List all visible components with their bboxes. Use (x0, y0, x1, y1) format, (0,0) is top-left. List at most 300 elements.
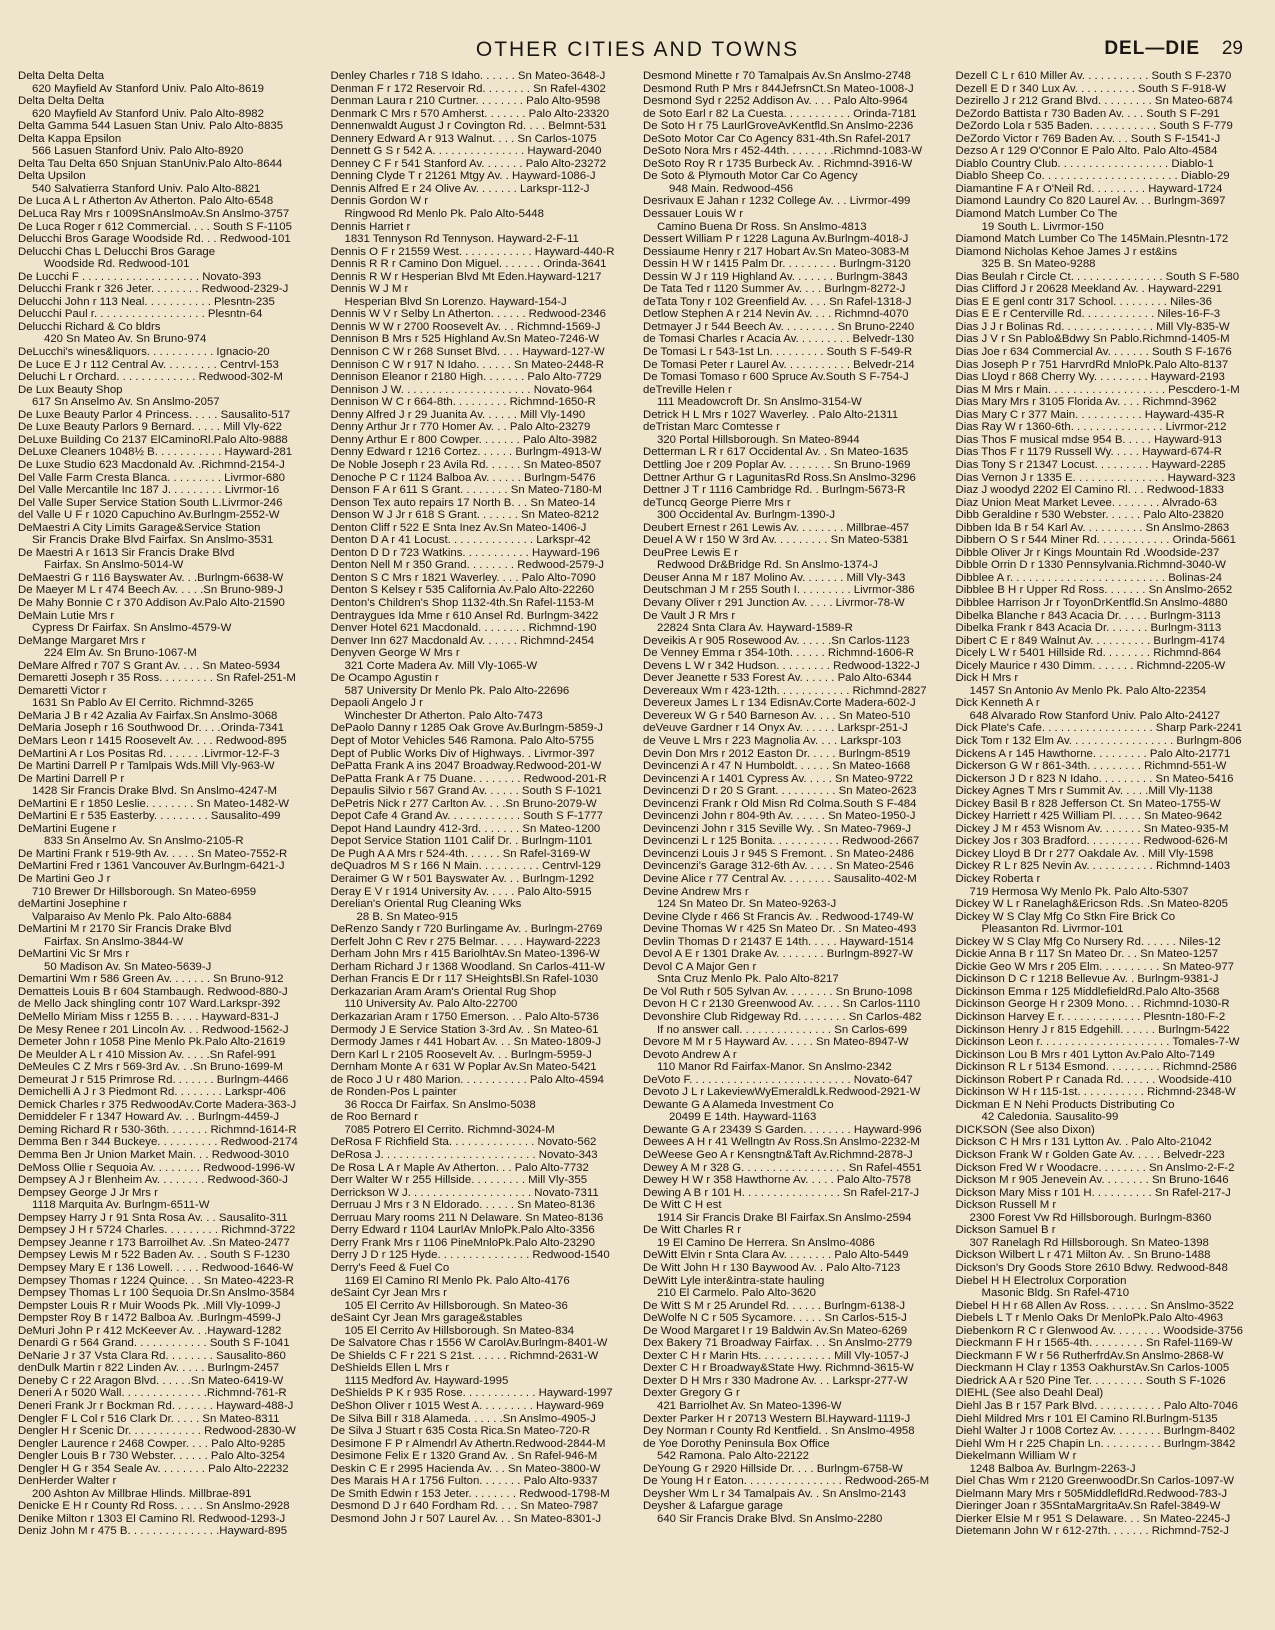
listing-entry: Dieckmann F W r 56 RutherfrdAv.Sn Anslmo-2868-W (955, 1349, 1224, 1362)
listing-entry: Deming Richard R r 530-36th. . . . . . . Richmnd-1614-R (18, 1123, 297, 1136)
listing-entry: Dexter C H r Marin Hts. . . . . . . . . . . . Mill Vly-1057-J (643, 1349, 909, 1362)
listing-entry: DeMartini A r Los Positas Rd. . . . . . .Livrmor-12-F-3 (18, 747, 280, 760)
listing-entry: DeZordo Lola r 535 Baden. . . . . . . . . . . South S F-779 (955, 120, 1233, 133)
listing-entry: Dexter D H Mrs r 330 Madrone Av. . . Larkspr-277-W (643, 1374, 908, 1387)
listing-entry: Dempsey George J Jr Mrs r (18, 1186, 158, 1199)
listing-entry: Devin Don Mrs r 2012 Easton Dr. . . . . Burlngm-8519 (643, 747, 911, 760)
page-header (0, 30, 1275, 72)
listing-entry: DeShields Ellen L Mrs r (330, 1362, 450, 1375)
listing-entry: Diamantine F A r O'Neil Rd. . . . . . . . . Hayward-1724 (955, 182, 1223, 195)
listing-entry: Dennett G S r 542 A. . . . . . . . . . . . . . . Hayward-2040 (330, 145, 602, 158)
listing-entry: Denicke E H r County Rd Ross. . . . . Sn Anslmo-2928 (18, 1500, 290, 1513)
column-4 (956, 70, 1259, 1625)
listing-entry: Dickson Mary Miss r 101 H. . . . . . . . . . Sn Rafel-217-J (955, 1186, 1231, 1199)
listing-entry: Denson F A r 611 S Grant. . . . . . . . Sn Mateo-7180-M (330, 484, 602, 497)
listing-entry: 1169 El Camino Rl Menlo Pk. Palo Alto-4176 (344, 1274, 570, 1287)
listing-entry: 321 Corte Madera Av. Mill Vly-1065-W (344, 659, 538, 672)
listing-entry: 110 University Av. Palo Alto-22700 (344, 998, 518, 1011)
listing-entry: Diebenkorn R C r Glenwood Av. . . . . . . . Woodside-3756 (955, 1324, 1243, 1337)
listing-entry: Devonshire Club Ridgeway Rd. . . . . . . . Sn Carlos-482 (643, 1011, 922, 1024)
listing-entry: Dickerson J D r 823 N Idaho. . . . . . . . . Sn Mateo-5416 (955, 772, 1234, 785)
listing-entry: 421 Barriolhet Av. Sn Mateo-1396-W (657, 1399, 842, 1412)
listing-entry: Deray E V r 1914 University Av. . . . . Palo Alto-5915 (330, 885, 592, 898)
listing-entry: Dezirello J r 212 Grand Blvd. . . . . . . . . Sn Mateo-6874 (955, 95, 1233, 108)
listing-entry: Dennis Alfred E r 24 Olive Av. . . . . . . Larkspr-112-J (330, 182, 590, 195)
listing-entry: DeMare Alfred r 707 S Grant Av. . . . Sn Mateo-5934 (18, 659, 281, 672)
listing-entry: Derham Richard J r 1368 Woodland. Sn Carlos-411-W (330, 960, 605, 973)
listing-entry: Dettling Joe r 209 Poplar Av. . . . . . . . Sn Bruno-1969 (643, 458, 911, 471)
listing-entry: 1118 Marquita Av. Burlngm-6511-W (32, 1199, 210, 1212)
listing-entry: Derelian's Oriental Rug Cleaning Wks (330, 898, 522, 911)
listing-entry: Dever Jeanette r 533 Forest Av. . . . . . Palo Alto-6344 (643, 672, 912, 685)
listing-entry: Dickinson Henry J r 815 Edgehill. . . . . . Burlngm-5422 (955, 1023, 1230, 1036)
listing-entry: DeMuri John P r 412 McKeever Av. . .Hayward-1282 (18, 1324, 282, 1337)
listing-entry: deMartini Josephine r (18, 898, 127, 911)
listing-entry: De Salvatore Chas r 1556 W CarolAv.Burlngm-8401-W (330, 1337, 608, 1350)
listing-entry: Deysher & Lafargue garage (643, 1500, 783, 1513)
listing-entry: 42 Caledonia. Sausalito-99 (981, 1111, 1119, 1124)
listing-entry: Dick Plate's Cafe. . . . . . . . . . . . . . . . . . Sharp Park-2241 (955, 722, 1242, 735)
listing-entry: Dengler F L Col r 516 Clark Dr. . . . . Sn Mateo-8311 (18, 1412, 280, 1425)
listing-entry: De Silva Bill r 318 Alameda. . . . . .Sn Anslmo-4905-J (330, 1412, 596, 1425)
listing-entry: denDulk Martin r 822 Linden Av. . . . . Burlngm-2457 (18, 1362, 280, 1375)
listing-entry: Dias M Mrs r Main. . . . . . . . . . . . . . . . . . . Pescdero-1-M (955, 383, 1240, 396)
listing-entry: 719 Hermosa Wy Menlo Pk. Palo Alto-5307 (969, 885, 1189, 898)
listing-entry: Dibelka Blanche r 843 Acacia Dr. . . . . Burlngm-3113 (955, 609, 1221, 622)
listing-entry: Detterman L R r 617 Occidental Av. . Sn Mateo-1635 (643, 446, 909, 459)
listing-entry: Detmayer J r 544 Beech Av. . . . . . . . . Sn Bruno-2240 (643, 320, 915, 333)
listing-entry: Dickinson D C r 1218 Bellevue Av. . Burlngm-9381-J (955, 973, 1219, 986)
listing-entry: Derruau Mary rooms 211 N Delaware. Sn Mateo-8136 (330, 1211, 604, 1224)
listing-entry: De Soto H r 75 LaurlGroveAvKentfld.Sn Anslmo-2236 (643, 120, 914, 133)
listing-entry: Dickinson Leon r. . . . . . . . . . . . . . . . . . . . . Tomales-7-W (955, 1036, 1240, 1049)
listing-entry: Devine Clyde r 466 St Francis Av. . Redwood-1749-W (643, 910, 914, 923)
listing-entry: Snta Cruz Menlo Pk. Palo Alto-8217 (657, 973, 839, 986)
listing-entry: Dickson M r 905 Jenevein Av. . . . . . . . Sn Bruno-1646 (955, 1174, 1229, 1187)
listing-entry: DeMartini Vic Sr Mrs r (18, 948, 130, 961)
listing-entry: 587 University Dr Menlo Pk. Palo Alto-22696 (344, 684, 570, 697)
listing-entry: De Smith Edwin r 153 Jeter. . . . . . . . Redwood-1798-M (330, 1487, 610, 1500)
listing-entry: De Venney Emma r 354-10th. . . . . . Richmnd-1606-R (643, 647, 914, 660)
listing-entry: Valparaiso Av Menlo Pk. Palo Alto-6884 (32, 910, 232, 923)
listing-entry: Denny Edward r 1216 Cortez. . . . . . Burlngm-4913-W (330, 446, 602, 459)
listing-entry: Masonic Bldg. Sn Rafel-4710 (981, 1287, 1130, 1300)
listing-entry: Dewante G A Alameda Investment Co (643, 1098, 834, 1111)
listing-entry: Dickson Samuel B r (955, 1224, 1056, 1237)
listing-entry: Dempster Louis R r Muir Woods Pk. .Mill Vly-1099-J (18, 1299, 281, 1312)
listing-entry: DeMello Miriam Miss r 1255 B. . . . . Hayward-831-J (18, 1011, 279, 1024)
listing-entry: Camino Buena Dr Ross. Sn Anslmo-4813 (657, 220, 867, 233)
listing-entry: Dias E E genl contr 317 School. . . . . . . . . Niles-36 (955, 295, 1212, 308)
listing-entry: Dias Thos F r 1179 Russell Wy. . . . . Hayward-674-R (955, 446, 1222, 459)
listing-entry: deQuadros M S r 166 N Main. . . . . . . . . . Centrvl-129 (330, 860, 601, 873)
listing-entry: Denardi G r 564 Grand. . . . . . . . . . . . South S F-1041 (18, 1337, 290, 1350)
listing-entry: Dempsey Lewis M r 522 Baden Av. . . South S F-1230 (18, 1249, 290, 1262)
listing-entry: 540 Salvatierra Stanford Univ. Palo Alto-8821 (32, 182, 261, 195)
listing-entry: De Silva J Stuart r 635 Costa Rica.Sn Mateo-720-R (330, 1425, 591, 1438)
listing-entry: Dickey Basil B r 828 Jefferson Ct. Sn Mateo-1755-W (955, 797, 1221, 810)
listing-entry: De Pugh A A Mrs r 524-4th. . . . . . Sn Rafel-3169-W (330, 847, 591, 860)
listing-entry: Dibert C E r 849 Walnut Av. . . . . . . . . . Burlngm-4174 (955, 634, 1225, 647)
listing-entry: Dennison W C r 664-8th. . . . . . . . . Richmnd-1650-R (330, 396, 596, 409)
listing-entry: Dickey Agnes T Mrs r Summit Av. . . . .Mill Vly-1138 (955, 785, 1213, 798)
listing-entry: DePatta Frank A ins 2047 Broadway.Redwood-201-W (330, 760, 602, 773)
listing-entry: De Vault J R Mrs r (643, 609, 736, 622)
listing-entry: De Maeyer M L r 474 Beech Av. . . . .Sn Bruno-989-J (18, 584, 284, 597)
listing-entry: Dexter Gregory G r (643, 1387, 740, 1400)
listing-entry: Diehl Wm H r 225 Chapin Ln. . . . . . . . . . Burlngm-3842 (955, 1437, 1236, 1450)
listing-entry: DeMeules C Z Mrs r 569-3rd Av. . .Sn Bruno-1699-M (18, 1061, 283, 1074)
listing-entry: Redwood Dr&Bridge Rd. Sn Anslmo-1374-J (657, 559, 878, 572)
listing-entry: Dept of Motor Vehicles 546 Ramona. Palo Alto-5755 (330, 734, 594, 747)
listing-entry: Derruau J Mrs r 3 N Eldorado. . . . . . Sn Mateo-8136 (330, 1199, 596, 1212)
listing-entry: DeRosa J. . . . . . . . . . . . . . . . . . . . . . . . . Novato-343 (330, 1149, 598, 1162)
listing-entry: Denning Clyde T r 21261 Mtgy Av. . Hayward-1086-J (330, 170, 596, 183)
listing-entry: De Lux Beauty Shop (18, 383, 123, 396)
listing-entry: Denton's Children's Shop 1132-4th.Sn Rafel-1153-M (330, 596, 595, 609)
listing-entry: Dicely L W r 5401 Hillside Rd. . . . . . . . Richmnd-864 (955, 647, 1221, 660)
listing-entry: de Mello Jack shingling contr 107 Ward.Larkspr-392 (18, 998, 281, 1011)
listing-entry: Denton Nell M r 350 Grand. . . . . . . . Redwood-2579-J (330, 559, 605, 572)
listing-entry: DIEHL (See also Deahl Deal) (955, 1387, 1104, 1400)
listing-entry: Devany Oliver r 291 Junction Av. . . . . Livrmor-78-W (643, 596, 905, 609)
listing-entry: Denney C F r 541 Stanford Av. . . . . . . Palo Alto-23272 (330, 157, 607, 170)
listing-entry: Dengler Laurence r 2468 Cowper. . . . Palo Alto-9285 (18, 1437, 286, 1450)
listing-entry: Sir Francis Drake Blvd Fairfax. Sn Anslmo-3531 (32, 534, 274, 547)
listing-entry: 948 Main. Redwood-456 (669, 182, 794, 195)
listing-entry: Diebel H H r 68 Allen Av Ross. . . . . . . Sn Anslmo-3522 (955, 1299, 1234, 1312)
listing-entry: Demeter John r 1058 Pine Menlo Pk.Palo Alto-21619 (18, 1036, 286, 1049)
listing-entry: Dickson Wilbert L r 471 Milton Av. . Sn Bruno-1488 (955, 1249, 1211, 1262)
listing-entry: DeRosa F Richfield Sta. . . . . . . . . . . . . . Novato-562 (330, 1136, 597, 1149)
listing-entry: Dewey H W r 358 Hawthorne Av. . . . . Palo Alto-7578 (643, 1174, 912, 1187)
listing-entry: Devincenzi D r 20 S Grant. . . . . . . . . . Sn Mateo-2623 (643, 785, 917, 798)
listing-entry: DeMaria J B r 42 Azalia Av Fairfax.Sn Anslmo-3068 (18, 709, 278, 722)
listing-entry: Dern Karl L r 2105 Roosevelt Av. . . Burlngm-5959-J (330, 1048, 592, 1061)
listing-entry: DeYoung G r 2920 Hillside Dr. . . . Burlngm-6758-W (643, 1462, 903, 1475)
listing-entry: Denson W J Jr r 618 S Grant. . . . . . . Sn Mateo-8212 (330, 509, 599, 522)
listing-entry: Dieckmann H Clay r 1353 OakhurstAv.Sn Carlos-1005 (955, 1362, 1230, 1375)
listing-entry: de Veuve L Mrs r 223 Magnolia Av. . . . Larkspr-103 (643, 734, 902, 747)
listing-entry: Dibble Oliver Jr r Kings Mountain Rd .Woodside-237 (955, 546, 1220, 559)
column-3 (643, 70, 946, 1625)
listing-entry: Dessin H W r 1415 Palm Dr. . . . . . . . . Burlngm-3120 (643, 258, 911, 271)
listing-entry: De Martini Darrell P r Tamlpais Wds.Mill Vly-963-W (18, 760, 275, 773)
listing-entry: DeMars Leon r 1415 Roosevelt Av. . . . Redwood-895 (18, 734, 287, 747)
listing-entry: DeMaestri A City Limits Garage&Service Station (18, 521, 261, 534)
listing-entry: Diamond Match Lumber Co The (955, 208, 1118, 221)
listing-entry: DeWolfe N C r 505 Sycamore. . . . . Sn Carlos-515-J (643, 1312, 907, 1325)
listing-entry: 105 El Cerrito Av Hillsborough. Sn Mateo-36 (344, 1299, 568, 1312)
listing-entry: Deneby C r 22 Aragon Blvd. . . . . .Sn Mateo-6419-W (18, 1374, 284, 1387)
listing-entry: Derfelt John C Rev r 275 Belmar. . . . . Hayward-2223 (330, 935, 601, 948)
listing-entry: Del Valle Mercantile Inc 187 J. . . . . . . . . Livrmor-16 (18, 484, 280, 497)
listing-entry: Dibelka Frank r 843 Acacia Dr. . . . . . . Burlngm-3113 (955, 622, 1222, 635)
listing-entry: DePetris Nick r 277 Carlton Av. . . .Sn Bruno-2079-W (330, 797, 597, 810)
listing-entry: deSaint Cyr Jean Mrs garage&stables (330, 1312, 523, 1325)
listing-entry: Derry J D r 125 Hyde. . . . . . . . . . . . . . . Redwood-1540 (330, 1249, 610, 1262)
listing-entry: Dickey Harriett r 425 William Pl. . . . . Sn Mateo-9642 (955, 810, 1223, 823)
listing-entry: 1428 Sir Francis Drake Blvd. Sn Anslmo-4247-M (32, 785, 277, 798)
listing-entry: Denton S C Mrs r 1821 Waverley. . . . Palo Alto-7090 (330, 571, 596, 584)
column-1 (18, 70, 321, 1625)
listing-entry: DeSoto Motor Car Co Agency 831-4th.Sn Rafel-2017 (643, 132, 911, 145)
listing-entry: 620 Mayfield Av Stanford Univ. Palo Alto-8619 (32, 82, 264, 95)
listing-entry: Deluchi L r Orchard. . . . . . . . . . . . . Redwood-302-M (18, 371, 283, 384)
listing-entry: Dickey Lloyd B Dr r 277 Oakdale Av. . Mill Vly-1598 (955, 847, 1214, 860)
listing-entry: Pleasanton Rd. Livrmor-101 (981, 923, 1124, 936)
listing-entry: De Ocampo Agustin r (330, 672, 439, 685)
listing-entry: Devoto J L r LakeviewWyEmeraldLk.Redwood-2921-W (643, 1086, 921, 1099)
listing-entry: Cypress Dr Fairfax. Sn Anslmo-4579-W (32, 622, 232, 635)
listing-entry: Delta Tau Delta 650 Snjuan StanUniv.Palo Alto-8644 (18, 157, 283, 170)
listing-entry: Delta Upsilon (18, 170, 86, 183)
listing-entry: deSaint Cyr Jean Mrs r (330, 1287, 447, 1300)
listing-entry: 640 Sir Francis Drake Blvd. Sn Anslmo-2280 (657, 1512, 883, 1525)
listing-entry: Denny Arthur E r 800 Cowper. . . . . . . Palo Alto-3982 (330, 433, 598, 446)
listing-entry: De Martini Frank r 519-9th Av. . . . . Sn Mateo-7552-R (18, 847, 288, 860)
listing-entry: 1914 Sir Francis Drake Bl Fairfax.Sn Anslmo-2594 (657, 1211, 912, 1224)
listing-entry: De Maestri A r 1613 Sir Francis Drake Blvd (18, 546, 235, 559)
listing-entry: Diaz J woodyd 2202 El Camino Rl. . . Redwood-1833 (955, 484, 1224, 497)
listing-entry: DeLuxe Cleaners 1048½ B. . . . . . . . . . . Hayward-281 (18, 446, 293, 459)
listing-entry: Depaoli Angelo J r (330, 697, 423, 710)
listing-entry: Dibbern O S r 544 Miner Rd. . . . . . . . . . . . Orinda-5661 (955, 534, 1236, 547)
listing-entry: Desrivaux E Jahan r 1232 College Av. . . Livrmor-499 (643, 195, 911, 208)
listing-entry: Dennison C W r 917 N Idaho. . . . . . Sn Mateo-2448-R (330, 358, 605, 371)
listing-entry: Dias E E r Centerville Rd. . . . . . . . . . . . Niles-16-F-3 (955, 308, 1221, 321)
listing-entry: 111 Meadowcroft Dr. Sn Anslmo-3154-W (657, 396, 862, 409)
listing-entry: Dickey W S Clay Mfg Co Nursery Rd. . . . . . Niles-12 (955, 935, 1221, 948)
listing-entry: De Meulder A L r 410 Mission Av. . . . .Sn Rafel-991 (18, 1048, 277, 1061)
listing-entry: Dias J J r Bolinas Rd. . . . . . . . . . . . . . . Mill Vly-835-W (955, 320, 1230, 333)
listing-entry: DeMartini Fred r 1361 Vancouver Av.Burlngm-6421-J (18, 860, 285, 873)
listing-entry: DeWitt Elvin r Snta Clara Av. . . . . . . . Palo Alto-5449 (643, 1249, 909, 1262)
listing-entry: Fairfax. Sn Anslmo-5014-W (44, 559, 184, 572)
listing-entry: Dennenwaldt August J r Covington Rd. . . . Belmnt-531 (330, 120, 607, 133)
listing-entry: Dey Norman r County Rd Kentfield. . Sn Anslmo-4958 (643, 1425, 915, 1438)
listing-entry: Delucchi Chas L Delucchi Bros Garage (18, 245, 216, 258)
listing-entry: Dempster Roy B r 1472 Balboa Av. .Burlngm-4599-J (18, 1312, 281, 1325)
listing-entry: DeSoto Nora Mrs r 452-44th. . . . . . . .Richmnd-1083-W (643, 145, 923, 158)
listing-entry: Delta Kappa Epsilon (18, 132, 122, 145)
listing-entry: Devine Andrew Mrs r (643, 885, 749, 898)
listing-entry: De Luce E J r 112 Central Av. . . . . . . . . Centrvl-153 (18, 358, 279, 371)
listing-entry: 28 B. Sn Mateo-915 (356, 910, 458, 923)
listing-entry: Dickey W S Clay Mfg Co Stkn Fire Brick Co (955, 910, 1176, 923)
listing-entry: Des Marais H A r 1756 Fulton. . . . . . . Palo Alto-9337 (330, 1475, 598, 1488)
listing-entry: De Mahy Bonnie C r 370 Addison Av.Palo Alto-21590 (18, 596, 285, 609)
listing-entry: de Ronden-Pos L painter (330, 1086, 457, 1099)
listing-entry: Winchester Dr Atherton. Palo Alto-7473 (344, 709, 543, 722)
listing-entry: Dias Vernon J r 1335 E. . . . . . . . . . . . . . . Hayward-323 (955, 471, 1236, 484)
listing-entry: Dezso A r 129 O'Connor E Palo Alto. Palo Alto-4584 (955, 145, 1218, 158)
listing-entry: Depot Service Station 1101 Calif Dr. . Burlngm-1101 (330, 835, 593, 848)
listing-entry: De Tomasi Tomaso r 600 Spruce Av.South S F-754-J (643, 371, 909, 384)
listing-entry: Dickens A r 145 Hawthorne. . . . . . . . . Palo Alto-21771 (955, 747, 1231, 760)
listing-entry: Delucchi Richard & Co bldrs (18, 320, 161, 333)
listing-entry: Dennis O F r 21559 West. . . . . . . . . . . . Hayward-440-R (330, 245, 615, 258)
listing-entry: Diablo Sheep Co. . . . . . . . . . . . . . . . . . . . . . Diablo-29 (955, 170, 1230, 183)
listing-entry: Denmark C Mrs r 570 Amherst. . . . . . . Palo Alto-23320 (330, 107, 610, 120)
listing-entry: DeWeese Geo A r Kensngtn&Taft Av.Richmnd-2878-J (643, 1149, 913, 1162)
listing-entry: Diehl Jas B r 157 Park Blvd. . . . . . . . . . . Palo Alto-7046 (955, 1399, 1238, 1412)
listing-entry: Dengler Louis B r 730 Webster. . . . . . Palo Alto-3254 (18, 1450, 285, 1463)
listing-entry: DeuPree Lewis E r (643, 546, 738, 559)
listing-entry: Dessiaume Henry r 217 Hobart Av.Sn Mateo-3083-M (643, 245, 910, 258)
listing-entry: Denver Hotel 621 Macdonald. . . . . . . . Richmnd-190 (330, 622, 597, 635)
listing-entry: DeShields P K r 935 Rose. . . . . . . . . . . . Hayward-1997 (330, 1387, 613, 1400)
listing-entry: Dempsey Thomas r 1224 Quince. . . Sn Mateo-4223-R (18, 1274, 294, 1287)
listing-entry: Dietemann John W r 612-27th. . . . . . . Richmnd-752-J (955, 1525, 1229, 1538)
listing-entry: De Luca A L r Atherton Av Atherton. Palo Alto-6548 (18, 195, 274, 208)
listing-entry: Dielmann Mary Mrs r 505MiddlefldRd.Redwood-783-J (955, 1487, 1228, 1500)
listing-entry: 50 Madison Av. Sn Mateo-5639-J (44, 960, 212, 973)
listing-entry: Delta Delta Delta (18, 95, 105, 108)
listing-entry: De Witt Charles R r (643, 1224, 742, 1237)
listing-entry: Devol A E r 1301 Drake Av. . . . . . . . Burlngm-8927-W (643, 948, 913, 961)
listing-entry: 124 Sn Mateo Dr. Sn Mateo-9263-J (657, 898, 837, 911)
listing-entry: Dick Tom r 132 Elm Av. . . . . . . . . . . . . . . . . Burlngm-806 (955, 734, 1242, 747)
listing-entry: Denny Alfred J r 29 Juanita Av. . . . . . Mill Vly-1490 (330, 408, 586, 421)
listing-entry: DenHerder Walter r (18, 1475, 117, 1488)
listing-entry: de Tomasi Charles r Acacia Av. . . . . . . . . Belvedr-130 (643, 333, 914, 346)
listing-entry: 320 Portal Hillsborough. Sn Mateo-8944 (657, 433, 860, 446)
listing-entry: Del Valle Super Service Station South L.Livrmor-246 (18, 496, 283, 509)
listing-entry: Derrickson W J. . . . . . . . . . . . . . . . . . . . Novato-7311 (330, 1186, 599, 1199)
listing-entry: Devereux W G r 540 Barneson Av. . . . Sn Mateo-510 (643, 709, 911, 722)
listing-entry: Denley Charles r 718 S Idaho. . . . . . Sn Mateo-3648-J (330, 70, 606, 82)
listing-entry: Dick Kenneth A r (955, 697, 1040, 710)
listing-entry: 710 Brewer Dr Hillsborough. Sn Mateo-6959 (32, 885, 257, 898)
listing-entry: Dennis R W r Hesperian Blvd Mt Eden.Hayward-1217 (330, 270, 602, 283)
listing-entry: DeWitt Lyle inter&intra-state hauling (643, 1274, 825, 1287)
listing-entry: deTata Tony r 102 Greenfield Av. . . . Sn Rafel-1318-J (643, 295, 912, 308)
listing-entry: 110 Manor Rd Fairfax-Manor. Sn Anslmo-2342 (657, 1061, 892, 1074)
listing-entry: Dennis W V r Selby Ln Atherton. . . . . . Redwood-2346 (330, 308, 606, 321)
listing-entry: DeMaestri G r 116 Bayswater Av. . .Burlngm-6638-W (18, 571, 284, 584)
listing-entry: Dickinson Harvey E r. . . . . . . . . . . . . Plesntn-180-F-2 (955, 1011, 1226, 1024)
listing-entry: Devoto Andrew A r (643, 1048, 737, 1061)
listing-entry: Dias Ray W r 1360-6th. . . . . . . . . . . . . . . Livrmor-212 (955, 421, 1227, 434)
listing-entry: Dibblee A r. . . . . . . . . . . . . . . . . . . . . . . . . Bolinas-24 (955, 571, 1223, 584)
listing-entry: 307 Ranelagh Rd Hillsborough. Sn Mateo-1398 (969, 1236, 1209, 1249)
listing-entry: Devereux James L r 134 EdisnAv.Corte Madera-602-J (643, 697, 916, 710)
listing-entry: Dex Bakery 71 Broadway Fairfax. . . Sn Anslmo-2779 (643, 1337, 913, 1350)
listing-entry: Devincenzi's Garage 312-6th Av. . . . . Sn Mateo-2546 (643, 860, 914, 873)
listing-entry: Devereaux Wm r 423-12th. . . . . . . . . . . . Richmnd-2827 (643, 684, 927, 697)
listing-entry: Dickinson Emma r 125 MiddlefieldRd.Palo Alto-3568 (955, 985, 1220, 998)
listing-entry: Devincenzi John r 315 Seville Wy. . Sn Mateo-7969-J (643, 822, 912, 835)
listing-entry: Diamond Match Lumber Co The 145Main.Plesntn-172 (955, 233, 1229, 246)
listing-entry: 20499 E 14th. Hayward-1163 (669, 1111, 817, 1124)
listing-entry: Demma Ben r 344 Buckeye. . . . . . . . . . Redwood-2174 (18, 1136, 298, 1149)
listing-entry: DeZordo Battista r 730 Baden Av. . . . South S F-291 (955, 107, 1220, 120)
listing-entry: Denman Laura r 210 Curtner. . . . . . . . Palo Alto-9598 (330, 95, 601, 108)
listing-entry: Deutschman J M r 255 South I. . . . . . . . . Livrmor-386 (643, 584, 915, 597)
listing-entry: Dibblee B H r Upper Rd Ross. . . . . . . Sn Anslmo-2652 (955, 584, 1233, 597)
listing-entry: Dempsey Thomas L r 100 Sequoia Dr.Sn Anslmo-3584 (18, 1287, 295, 1300)
listing-entry: Dewey A M r 328 G. . . . . . . . . . . . . . . . . Sn Rafel-4551 (643, 1161, 922, 1174)
listing-entry: Dennison B Mrs r 525 Highland Av.Sn Mateo-7246-W (330, 333, 600, 346)
listing-entry: Dennis W J M r (330, 283, 409, 296)
listing-entry: De Martini Darrell P r (18, 772, 125, 785)
listing-entry: de Yoe Dorothy Peninsula Box Office (643, 1437, 830, 1450)
listing-entry: Dettner J T r 1116 Cambridge Rd. . Burlngm-5673-R (643, 484, 906, 497)
listing-entry: 19 El Camino De Herrera. Sn Anslmo-4086 (657, 1236, 875, 1249)
listing-entry: Dias Beulah r Circle Ct. . . . . . . . . . . . . . . South S F-580 (955, 270, 1240, 283)
listing-entry: Devine Thomas W r 425 Sn Mateo Dr. . Sn Mateo-493 (643, 923, 917, 936)
listing-entry: Fairfax. Sn Anslmo-3844-W (44, 935, 184, 948)
listing-entry: DeSoto Roy R r 1735 Burbeck Av. . Richmnd-3916-W (643, 157, 913, 170)
listing-entry: Dias Mary C r 377 Main. . . . . . . . . . . Hayward-435-R (955, 408, 1225, 421)
listing-entry: De Rosa L A r Maple Av Atherton. . . Palo Alto-7732 (330, 1161, 589, 1174)
listing-entry: Dezell C L r 610 Miller Av. . . . . . . . . . . South S F-2370 (955, 70, 1232, 82)
listing-entry: Dibblee Harrison Jr r ToyonDrKentfld.Sn Anslmo-4880 (955, 596, 1228, 609)
listing-entry: DeMange Margaret Mrs r (18, 634, 146, 647)
listing-entry: Demiddeler F r 1347 Howard Av. . . Burlngm-4459-J (18, 1111, 280, 1124)
listing-entry: 36 Rocca Dr Fairfax. Sn Anslmo-5038 (344, 1098, 536, 1111)
listing-entry: De Tomasi L r 543-1st Ln. . . . . . . . . South S F-549-R (643, 346, 913, 359)
listing-entry: Derry Edward r 1104 LaurlAv MnloPk.Palo Alto-3356 (330, 1224, 595, 1237)
listing-entry: 19 South L. Livrmor-150 (981, 220, 1104, 233)
listing-entry: Diehl Walter J r 1008 Cortez Av. . . . . . . . Burlngm-8402 (955, 1425, 1236, 1438)
listing-entry: Desimone F P r Almendrl Av Athertn.Redwood-2844-M (330, 1437, 606, 1450)
listing-entry: Derhan Francis E Dr r 117 SHeightsBl.Sn Rafel-1030 (330, 973, 599, 986)
listing-entry: 1115 Medford Av. Hayward-1995 (344, 1374, 509, 1387)
listing-entry: Dewing A B r 101 H. . . . . . . . . . . . . . . . Sn Rafel-217-J (643, 1186, 920, 1199)
listing-entry: 200 Ashton Av Millbrae Hlinds. Millbrae-891 (32, 1487, 252, 1500)
listing-entry: Dickie Anna B r 117 Sn Mateo Dr. . . Sn Mateo-1257 (955, 948, 1219, 961)
listing-entry: De Witt S M r 25 Arundel Rd. . . . . . Burlngm-6138-J (643, 1299, 906, 1312)
listing-entry: 1631 Sn Pablo Av El Cerrito. Richmnd-3265 (32, 697, 254, 710)
listing-entry: Deneri A r 5020 Wall. . . . . . . . . . . . . .Richmnd-761-R (18, 1387, 287, 1400)
listing-entry: Dessin W J r 119 Highland Av. . . . . . . Burlngm-3843 (643, 270, 908, 283)
listing-entry: Denyven George W Mrs r (330, 647, 460, 660)
listing-entry: Denny Arthur Jr r 770 Homer Av. . . Palo Alto-23279 (330, 421, 591, 434)
listing-entry: De Shields C F r 221 S 21st. . . . . . Richmnd-2631-W (330, 1349, 599, 1362)
listing-entry: Dempsey J H r 5724 Charles. . . . . . . . . Richmnd-3722 (18, 1224, 296, 1237)
listing-entry: 833 Sn Anselmo Av. Sn Anslmo-2105-R (44, 835, 244, 848)
listing-entry: 210 El Carmelo. Palo Alto-3620 (657, 1287, 816, 1300)
listing-entry: De Witt C H est (643, 1199, 722, 1212)
listing-entry: DeMain Lutie Mrs r (18, 609, 115, 622)
listing-entry: Denike Milton r 1303 El Camino Rl. Redwood-1293-J (18, 1512, 286, 1525)
listing-entry: Dennis Harriet r (330, 220, 411, 233)
listing-entry: If no answer call. . . . . . . . . . . . . . . Sn Carlos-699 (657, 1023, 908, 1036)
listing-entry: Dezell E D r 340 Lux Av. . . . . . . . . . South S F-918-W (955, 82, 1227, 95)
listing-entry: Denton S Kelsey r 535 California Av.Palo Alto-22260 (330, 584, 595, 597)
listing-entry: DeNarie J r 37 Vsta Clara Rd. . . . . . . . Sausalito-860 (18, 1349, 286, 1362)
listing-entry: Dettner Arthur G r LagunitasRd Ross.Sn Anslmo-3296 (643, 471, 916, 484)
listing-entry: 420 Sn Mateo Av. Sn Bruno-974 (44, 333, 207, 346)
listing-entry: 22824 Snta Clara Av. Hayward-1589-R (657, 622, 853, 635)
listing-entry: Dennis Gordon W r (330, 195, 428, 208)
listing-entry: Dickson C H Mrs r 131 Lytton Av. . Palo Alto-21042 (955, 1136, 1212, 1149)
listing-entry: Dewees A H r 41 Wellngtn Av Ross.Sn Anslmo-2232-M (643, 1136, 920, 1149)
listing-entry: Dickey R L r 825 Nevin Av. . . . . . . . . . . Richmnd-1403 (955, 860, 1231, 873)
listing-entry: DePatta Frank A r 75 Duane. . . . . . . . Redwood-201-R (330, 772, 607, 785)
listing-entry: Devlin Thomas D r 21437 E 14th. . . . . Hayward-1514 (643, 935, 914, 948)
listing-entry: DeMoss Ollie r Sequoia Av. . . . . . . . Redwood-1996-W (18, 1161, 295, 1174)
listing-entry: Derkazarian Aram Aram's Oriental Rug Shop (330, 985, 557, 998)
listing-entry: Dickey Roberta r (955, 873, 1041, 885)
listing-entry: deTristan Marc Comtesse r (643, 421, 780, 434)
listing-entry: De Wood Margaret I r 19 Baldwin Av.Sn Mateo-6269 (643, 1324, 908, 1337)
listing-entry: Devon H C r 2130 Greenwood Av. . . . . Sn Carlos-1110 (643, 998, 921, 1011)
listing-entry: 620 Mayfield Av Stanford Univ. Palo Alto-8982 (32, 107, 264, 120)
listing-entry: 1457 Sn Antonio Av Menlo Pk. Palo Alto-22354 (969, 684, 1207, 697)
